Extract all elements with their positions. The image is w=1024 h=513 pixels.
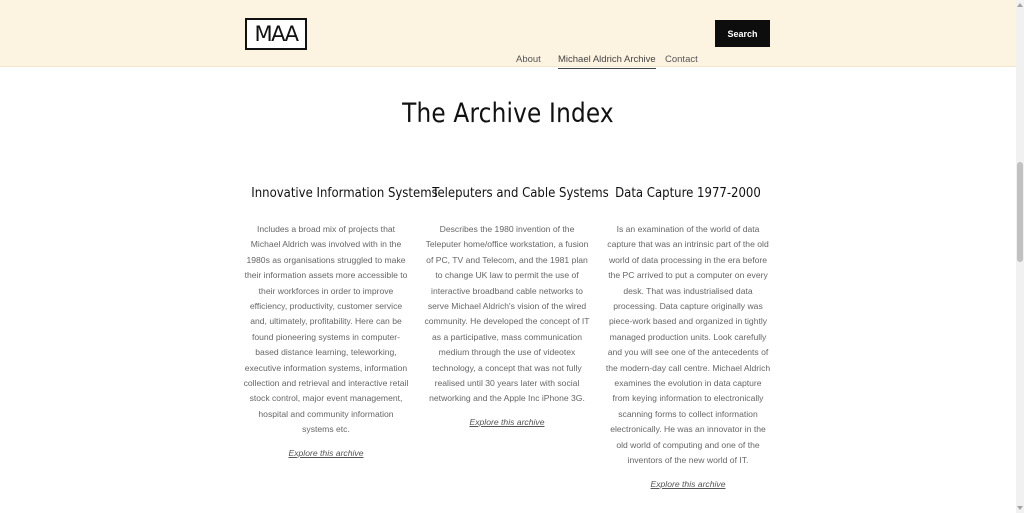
explore-archive-link[interactable]: Explore this archive xyxy=(288,447,364,458)
search-button[interactable]: Search xyxy=(715,20,770,47)
archive-card-teleputers-and-cable-systems xyxy=(424,186,609,430)
site-header xyxy=(0,0,1016,67)
explore-archive-link[interactable]: Explore this archive xyxy=(469,416,545,427)
nav-about[interactable]: About xyxy=(516,54,541,65)
page-title: The Archive Index xyxy=(402,98,614,129)
archive-card-title: Teleputers and Cable Systems xyxy=(432,186,609,201)
logo-text: MAA xyxy=(254,21,298,46)
scrollbar-thumb[interactable] xyxy=(1017,162,1023,262)
explore-archive-link[interactable]: Explore this archive xyxy=(650,478,726,489)
archive-card-title: Innovative Information Systems xyxy=(251,186,438,201)
archive-card-data-capture xyxy=(605,186,771,492)
nav-michael-aldrich-archive[interactable]: Michael Aldrich Archive xyxy=(558,54,656,69)
archive-card-description: Includes a broad mix of projects that Michael Aldrich was involved with in the 1980s as organisations struggled to make their information assets more accessible to their workforces in order to improve efficiency, productivity, customer service and, ultimately, profitability. Here can be found pioneering systems in computer-based distance learning, teleworking, executive information systems, information collection and retrieval and interactive retail stock control, major event management, hospital and community information systems etc. xyxy=(243,224,409,435)
site-logo[interactable] xyxy=(245,18,307,50)
scroll-up-icon[interactable] xyxy=(1017,3,1023,7)
archive-card-description: Is an examination of the world of data capture that was an intrinsic part of the old world of data processing in the era before the PC arrived to put a computer on every desk. That was industrialised data processing. Data capture originally was piece-work based and organized in tightly managed production units. Look carefully and you will see one of the antecedents of the modern-day call centre. Michael Aldrich examines the evolution in data capture from keying information to electronically scanning forms to collect information electronically. He was an innovator in the old world of computing and one of the inventors of the new world of IT. xyxy=(605,224,771,466)
nav-contact[interactable]: Contact xyxy=(665,54,698,65)
archive-card-description: Describes the 1980 invention of the Teleputer home/office workstation, a fusion of PC, TV and Telecom, and the 1981 plan to change UK law to permit the use of interactive broadband cable networks to serve Michael Aldrich's vision of the wired community. He developed the concept of IT as a participative, mass communication medium through the use of videotex technology, a concept that was not fully realised until 30 years later with social networking and the Apple Inc iPhone 3G. xyxy=(424,224,590,404)
archive-card-title: Data Capture 1977-2000 xyxy=(615,186,761,201)
archive-card-innovative-information-systems xyxy=(243,186,438,461)
scroll-down-icon[interactable] xyxy=(1017,506,1023,510)
vertical-scrollbar[interactable] xyxy=(1016,0,1024,513)
